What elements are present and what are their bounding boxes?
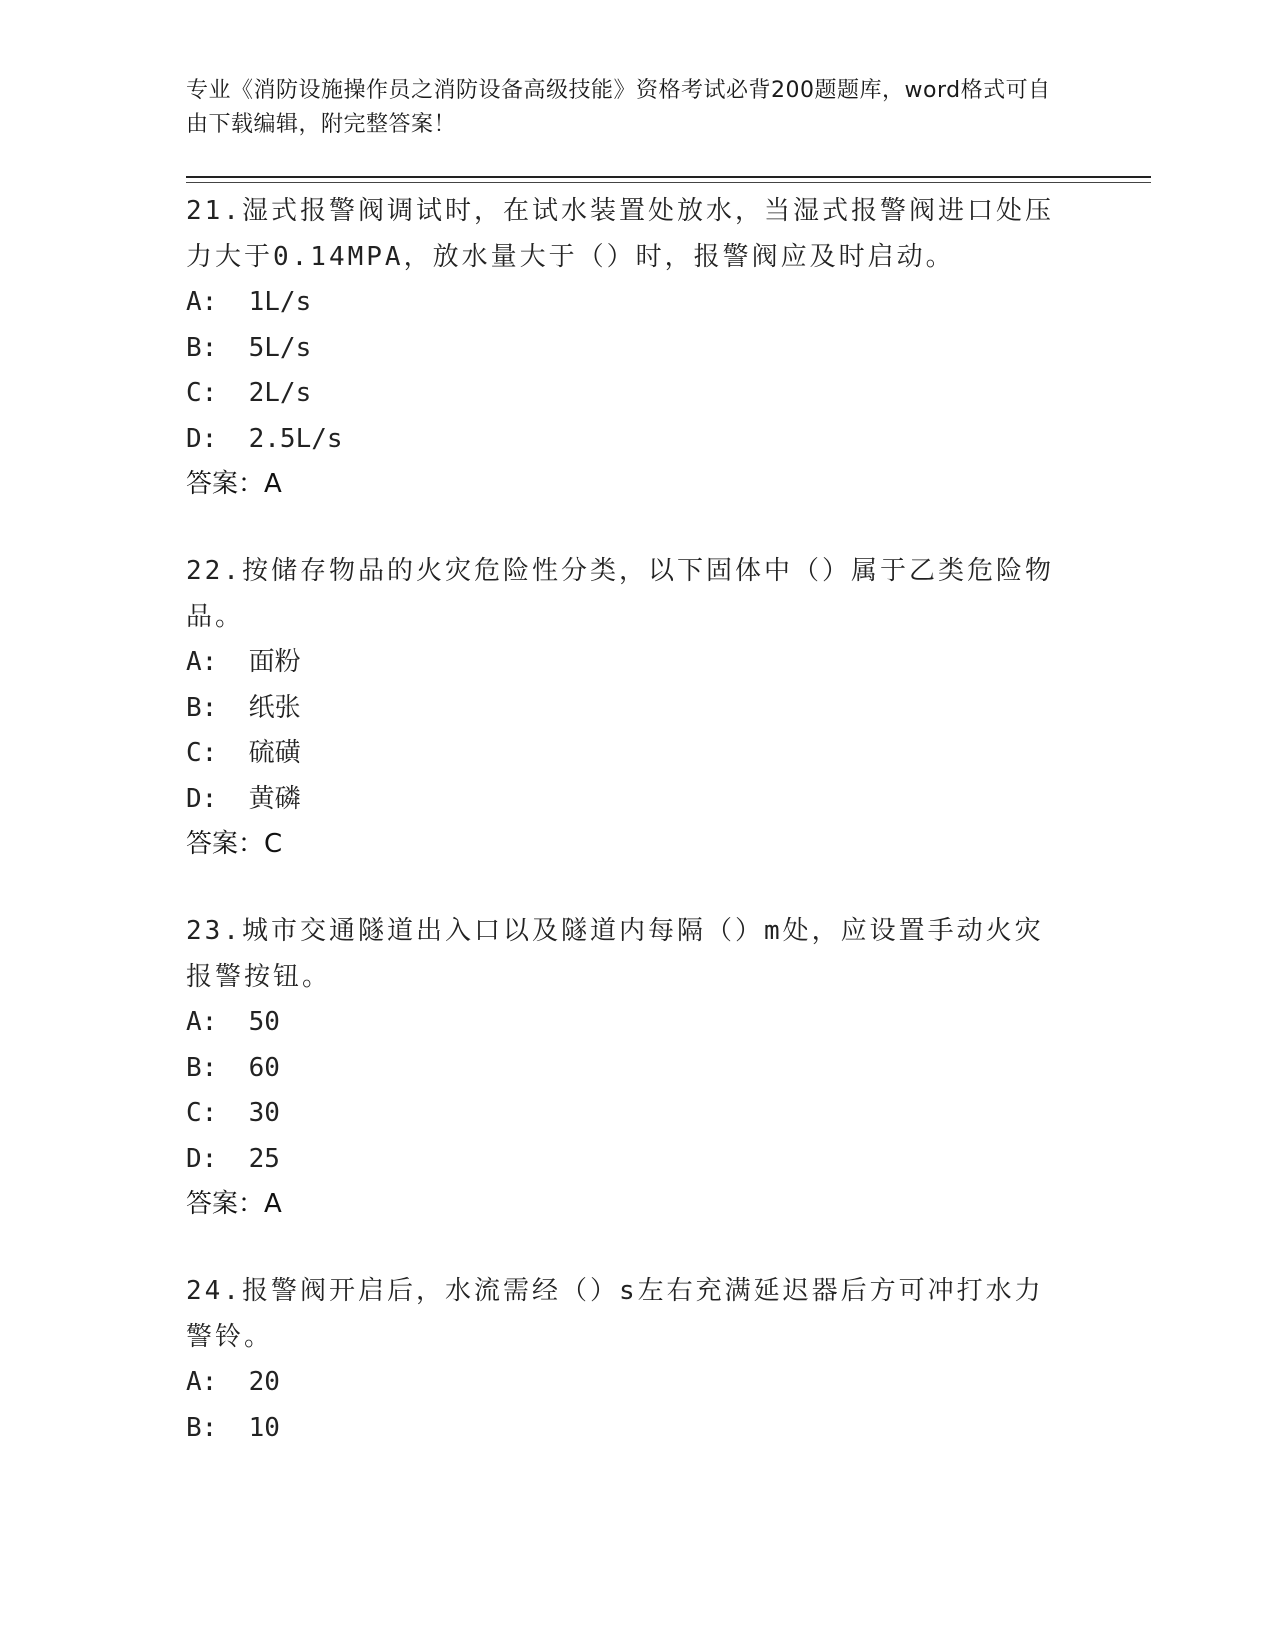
document-header: 专业《消防设施操作员之消防设备高级技能》资格考试必背200题题库，word格式可自由下载编辑，附完整答案！ [186,78,1051,137]
option-a: A: 20 [186,1367,280,1397]
question-stem: 23.城市交通隧道出入口以及隧道内每隔（）m处，应设置手动火灾报警按钮。 [186,916,1044,992]
question-stem: 22.按储存物品的火灾危险性分类，以下固体中（）属于乙类危险物品。 [186,556,1054,632]
option-a: A: 50 [186,1007,280,1037]
question-list [186,188,1066,1493]
answer: 答案：A [186,1189,282,1219]
header-divider-thick [186,176,1151,178]
question-24 [186,1268,1066,1451]
question-22 [186,548,1066,866]
question-23 [186,908,1066,1226]
option-a: A: 面粉 [186,647,301,677]
option-c: C: 30 [186,1098,280,1128]
option-a: A: 1L/s [186,287,312,317]
option-d: D: 2.5L/s [186,423,343,454]
option-c: C: 硫磺 [186,738,301,768]
header-divider-thin [186,182,1151,183]
option-b: B: 5L/s [186,332,312,363]
answer: 答案：C [186,829,283,859]
option-b: B: 10 [186,1412,280,1443]
question-stem: 24.报警阀开启后，水流需经（）s左右充满延迟器后方可冲打水力警铃。 [186,1276,1044,1352]
option-d: D: 25 [186,1143,280,1174]
option-c: C: 2L/s [186,378,312,408]
answer: 答案：A [186,469,282,499]
question-stem: 21.湿式报警阀调试时，在试水装置处放水，当湿式报警阀进口处压力大于0.14MPA，放水量大于（）时，报警阀应及时启动。 [186,196,1054,272]
option-d: D: 黄磷 [186,783,301,814]
option-b: B: 纸张 [186,692,301,723]
question-21 [186,188,1066,506]
option-b: B: 60 [186,1052,280,1083]
